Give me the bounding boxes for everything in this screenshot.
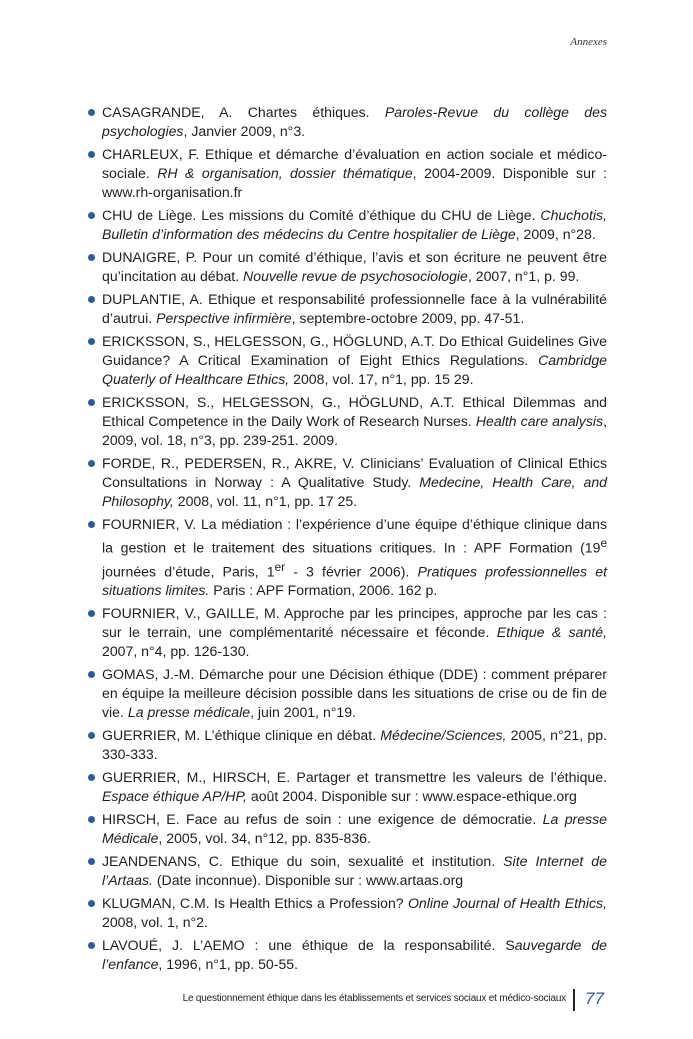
entry-text: DUNAIGRE, P. Pour un comité d’éthique, l’avis et son écriture ne peuvent être qu’incitation au débat. (102, 249, 607, 284)
entry-text: KLUGMAN, C.M. Is Health Ethics a Profession? (102, 895, 408, 912)
italic-text: Health care analysis (475, 413, 604, 429)
italic-text: La presse Médicale (102, 811, 607, 847)
footer-title: Le questionnement éthique dans les établissements et services sociaux et médico-sociaux (182, 993, 566, 1004)
bullet-icon (88, 296, 95, 303)
italic-text: Site Internet de l’Artaas. (102, 853, 607, 889)
bibliography-entry (88, 515, 607, 600)
bibliography-entry (88, 206, 607, 244)
italic-text: RH & organisation, dossier thématique (157, 165, 413, 181)
bullet-icon (88, 774, 95, 781)
entry-text: GUERRIER, M. L’éthique clinique en débat. (102, 727, 381, 744)
entry-text: 2007, n°4, pp. 126-130. (102, 643, 250, 660)
bullet-icon (88, 109, 95, 116)
bibliography-entry (88, 604, 607, 661)
entry-text: août 2004. Disponible sur : www.espace-ethique.org (246, 788, 577, 805)
italic-text: auvegarde de l’enfance (102, 937, 608, 973)
entry-text: , 2007, n°1, p. 99. (467, 268, 580, 284)
bibliography-entry (88, 290, 607, 328)
italic-text: Pratiques professionnelles et situations limites. (102, 563, 607, 599)
entry-text: , 2009, vol. 18, n°3, pp. 239-251. 2009. (102, 413, 607, 448)
bullet-icon (88, 732, 95, 739)
bullet-icon (88, 460, 95, 467)
bullet-icon (88, 900, 95, 907)
italic-text: La presse médicale (127, 704, 251, 721)
entry-text: CASAGRANDE, A. Chartes éthiques. (102, 104, 385, 120)
italic-text: Chuchotis, Bulletin d’information des médecins du Centre hospitalier de Liège (102, 207, 607, 242)
entry-text: FORDE, R., PEDERSEN, R., AKRE, V. Clinicians’ Evaluation of Clinical Ethics Consultations in Norway : A Qualitative Study. (102, 455, 607, 490)
page-number: 77 (585, 989, 604, 1008)
entry-text: DUPLANTIE, A. Ethique et responsabilité professionnelle face à la vulnérabilité d’autrui. (102, 291, 607, 326)
bullet-icon (88, 816, 95, 823)
entry-text: 2008, vol. 17, n°1, pp. 15 29. (289, 371, 474, 387)
entry-text: (Date inconnue). Disponible sur : www.artaas.org (152, 872, 464, 889)
entry-text: LAVOUÉ, J. L’AEMO : une éthique de la responsabilité. S (102, 937, 515, 954)
italic-text: Cambridge Quaterly of Healthcare Ethics, (102, 352, 607, 387)
entry-text: GUERRIER, M., HIRSCH, E. Partager et transmettre les valeurs de l’éthique. (102, 769, 607, 786)
entry-text: , Janvier 2009, n°3. (183, 123, 306, 139)
entry-text: ERICKSSON, S., HELGESSON, G., HÖGLUND, A.T. Do Ethical Guidelines Give Guidance? A Critical Examination of Eight Ethics Regulations. (102, 333, 607, 368)
italic-text: Médecine/Sciences, (380, 727, 507, 744)
bibliography-entry (88, 936, 607, 974)
italic-text: Perspective infirmière (156, 310, 292, 326)
italic-text: Paroles-Revue du collège des psychologies (102, 104, 607, 139)
bullet-icon (88, 610, 95, 617)
bibliography-entry (88, 852, 607, 890)
running-head: Annexes (570, 36, 607, 48)
entry-text: 2005, n°21, pp. 330-333. (102, 727, 607, 763)
bibliography-entry (88, 145, 607, 202)
entry-text: FOURNIER, V., GAILLE, M. Approche par les principes, approche par les cas : sur le terrain, une complémentarité nécessaire et féconde. (102, 605, 607, 641)
italic-text: Nouvelle revue de psychosociologie (243, 268, 468, 284)
italic-text: Ethique & santé, (496, 624, 607, 641)
footer-divider (573, 989, 575, 1011)
entry-text: , 1996, n°1, pp. 50-55. (158, 956, 299, 973)
bibliography-entry (88, 894, 607, 932)
italic-text: Medecine, Health Care, and Philosophy, (102, 474, 607, 509)
entry-text: JEANDENANS, C. Ethique du soin, sexualité et institution. (102, 853, 504, 870)
superscript-text: er (274, 560, 286, 574)
superscript-text: e (600, 537, 607, 550)
bibliography-entry (88, 332, 607, 389)
bibliography-list (88, 103, 607, 978)
bullet-icon (88, 942, 95, 949)
entry-text: CHARLEUX, F. Ethique et démarche d’évaluation en action sociale et médico-sociale. (102, 146, 607, 181)
entry-text: , 2009, n°28. (515, 226, 596, 242)
bibliography-entry (88, 454, 607, 511)
entry-text: HIRSCH, E. Face au refus de soin : une exigence de démocratie. (102, 811, 543, 828)
bibliography-entry (88, 248, 607, 286)
bullet-icon (88, 399, 95, 406)
italic-text: Online Journal of Health Ethics, (407, 895, 607, 912)
entry-text: , septembre-octobre 2009, pp. 47-51. (291, 310, 525, 326)
entry-text: Paris : APF Formation, 2006. 162 p. (209, 582, 438, 599)
bibliography-entry (88, 665, 607, 722)
bibliography-entry (88, 726, 607, 764)
entry-text: , juin 2001, n°19. (250, 704, 357, 721)
page-footer (0, 989, 693, 1013)
entry-text: , 2004-2009. Disponible sur : www.rh-organisation.fr (102, 165, 608, 200)
bullet-icon (88, 858, 95, 865)
bullet-icon (88, 521, 95, 528)
bibliography-entry (88, 810, 607, 848)
bullet-icon (88, 212, 95, 219)
entry-text: CHU de Liège. Les missions du Comité d’éthique du CHU de Liège. (102, 207, 541, 223)
entry-text: journées d’étude, Paris, 1 (102, 563, 275, 580)
entry-text: GOMAS, J.-M. Démarche pour une Décision éthique (DDE) : comment préparer en équipe la meilleure décision possible dans les situations de crise ou de fin de vie. (102, 666, 607, 721)
bibliography-entry (88, 393, 607, 450)
italic-text: Espace éthique AP/HP, (102, 788, 247, 805)
entry-text: , 2005, vol. 34, n°12, pp. 835-836. (158, 830, 371, 847)
entry-text: 2008, vol. 11, n°1, pp. 17 25. (173, 493, 358, 509)
entry-text: 2008, vol. 1, n°2. (102, 914, 208, 931)
bullet-icon (88, 338, 95, 345)
entry-text: FOURNIER, V. La médiation : l’expérience d’une équipe d’éthique clinique dans la gestion et le traitement des situations critiques. In : APF Formation (19 (102, 516, 607, 556)
bullet-icon (88, 151, 95, 158)
bullet-icon (88, 254, 95, 261)
bullet-icon (88, 671, 95, 678)
entry-text: ERICKSSON, S., HELGESSON, G., HÖGLUND, A.T. Ethical Dilemmas and Ethical Competence in the Daily Work of Research Nurses. (102, 394, 607, 429)
bibliography-entry (88, 768, 607, 806)
entry-text: - 3 février 2006). (285, 563, 418, 580)
bibliography-entry (88, 103, 607, 141)
